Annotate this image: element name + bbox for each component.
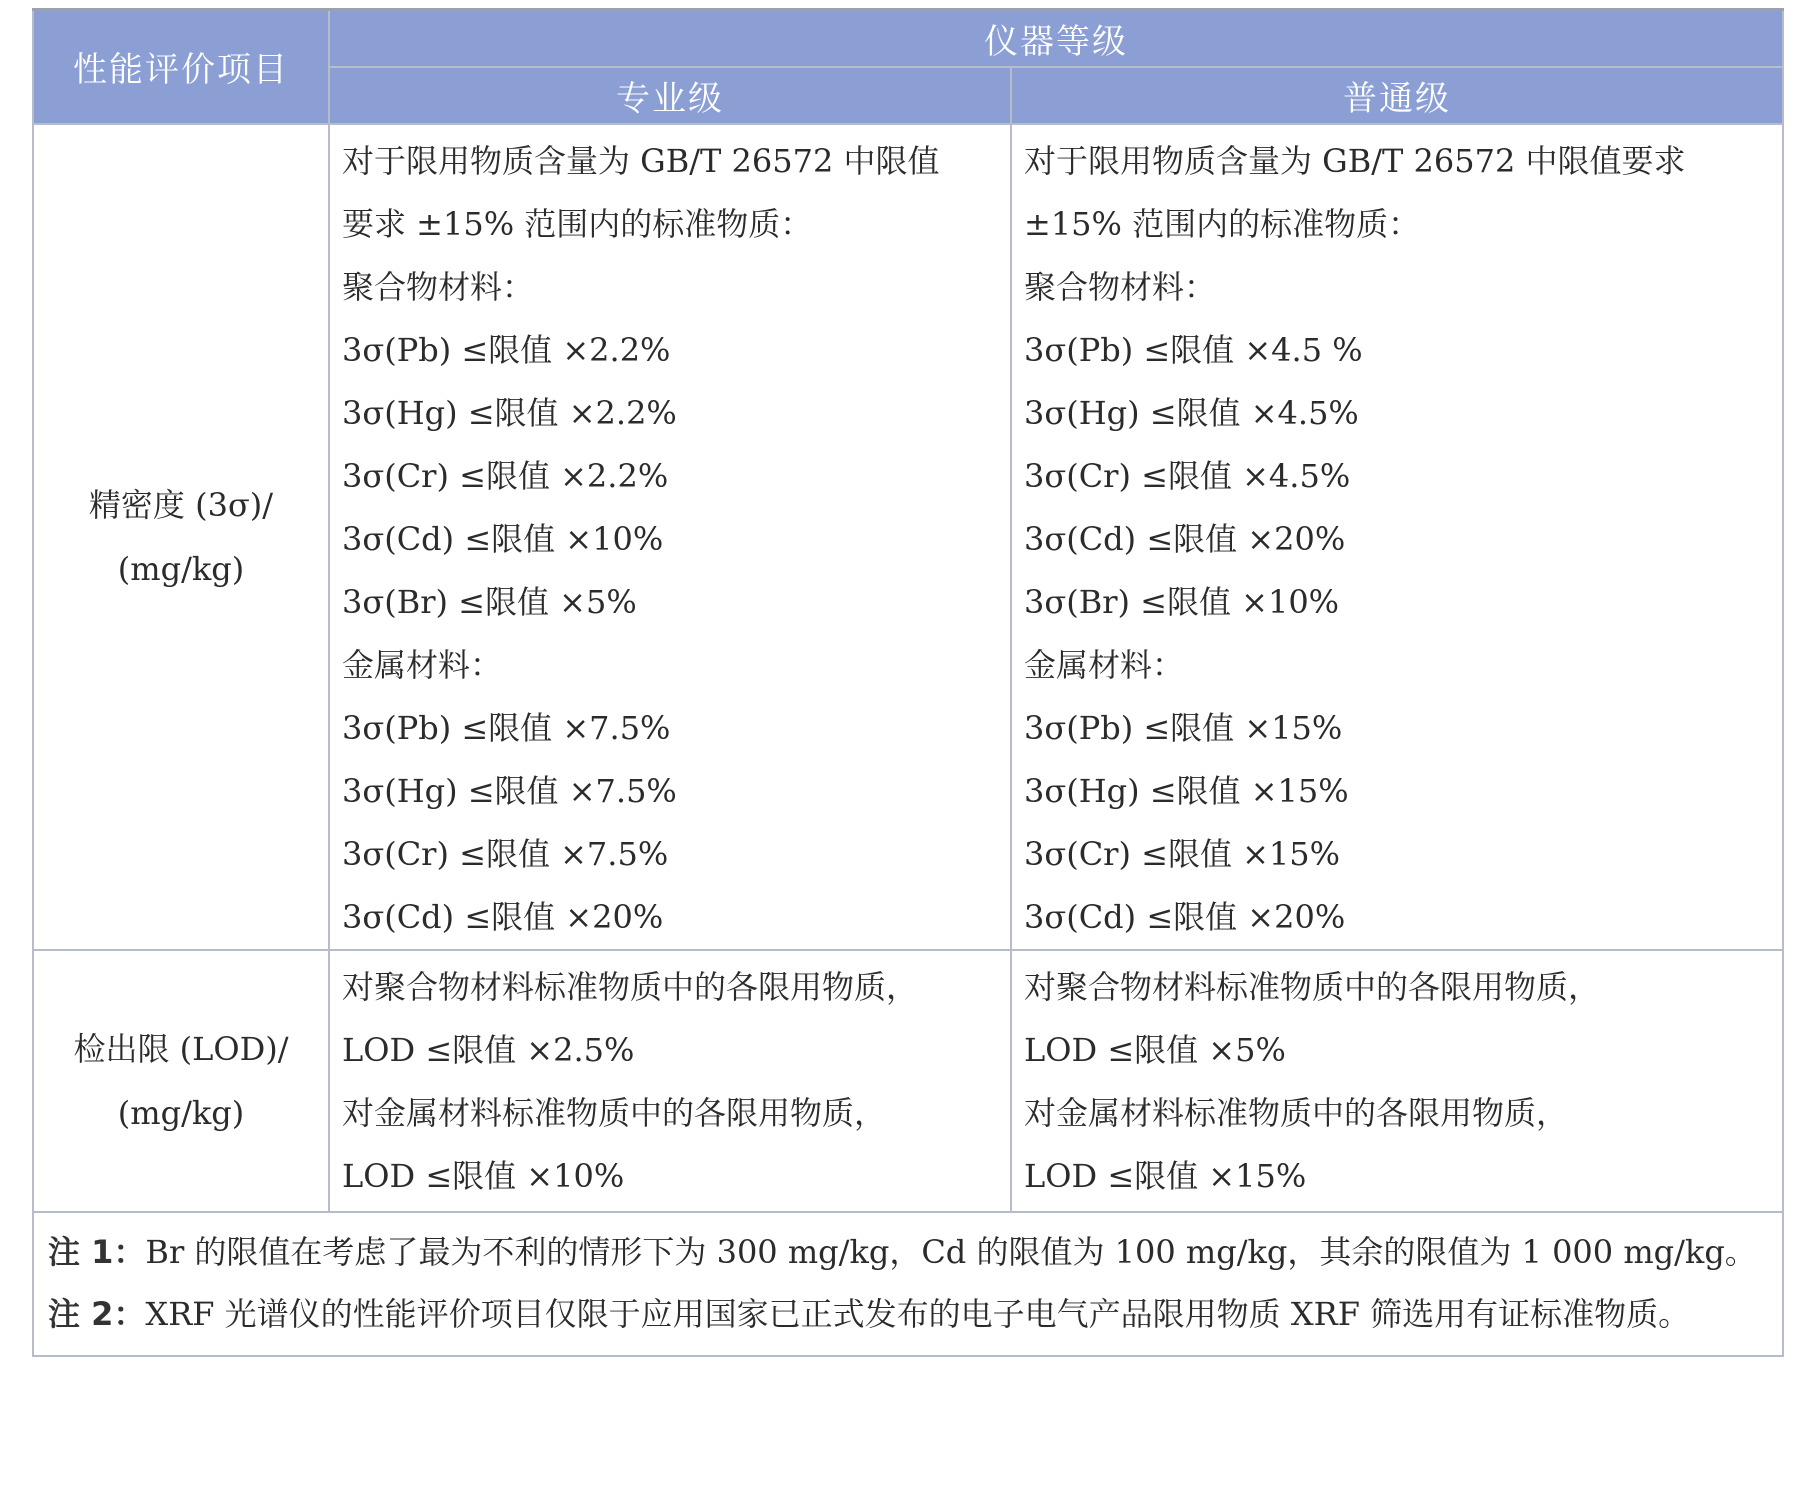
text-line: 金属材料： xyxy=(1024,645,1185,684)
text-line: 3σ(Br) ≤限值 ×10% xyxy=(1024,582,1340,621)
header-professional: 专业级 xyxy=(329,67,1011,124)
text-line: LOD ≤限值 ×2.5% xyxy=(342,1030,635,1069)
text-line: 要求 ±15% 范围内的标准物质： xyxy=(342,204,813,243)
text-line: 3σ(Hg) ≤限值 ×2.2% xyxy=(342,393,677,432)
note-2-label: 注 2： xyxy=(48,1294,146,1333)
text-line: 聚合物材料： xyxy=(342,267,535,306)
text-line: 对金属材料标准物质中的各限用物质， xyxy=(1024,1093,1569,1132)
note-2 xyxy=(48,1283,1768,1345)
header-item: 性能评价项目 xyxy=(33,10,329,124)
lod-label-line2: (mg/kg) xyxy=(117,1093,245,1132)
row-lod xyxy=(33,950,1783,1212)
text-line: 3σ(Hg) ≤限值 ×7.5% xyxy=(342,771,677,810)
text-line: ±15% 范围内的标准物质： xyxy=(1024,204,1421,243)
text-line: 3σ(Hg) ≤限值 ×4.5% xyxy=(1024,393,1359,432)
precision-label-line2: (mg/kg) xyxy=(117,549,245,588)
text-line: LOD ≤限值 ×5% xyxy=(1024,1030,1286,1069)
text-line: 对聚合物材料标准物质中的各限用物质， xyxy=(1024,967,1601,1006)
precision-ordinary xyxy=(1011,124,1783,950)
text-line: 对聚合物材料标准物质中的各限用物质， xyxy=(342,967,919,1006)
text-line: 金属材料： xyxy=(342,645,503,684)
lod-ordinary xyxy=(1011,950,1783,1212)
notes xyxy=(33,1212,1783,1356)
row-notes xyxy=(33,1212,1783,1356)
note-2-text: XRF 光谱仪的性能评价项目仅限于应用国家已正式发布的电子电气产品限用物质 XRF 筛选用有证标准物质。 xyxy=(145,1294,1691,1333)
text-line: 对于限用物质含量为 GB/T 26572 中限值要求 xyxy=(1024,141,1686,180)
text-line: 3σ(Pb) ≤限值 ×2.2% xyxy=(342,330,671,369)
text-line: 3σ(Cd) ≤限值 ×20% xyxy=(1024,897,1346,936)
precision-professional xyxy=(329,124,1011,950)
lod-label xyxy=(33,950,329,1212)
precision-label xyxy=(33,124,329,950)
text-line: 3σ(Pb) ≤限值 ×15% xyxy=(1024,708,1343,747)
lod-label-line1: 检出限 (LOD)/ xyxy=(73,1029,289,1068)
text-line: 3σ(Cd) ≤限值 ×20% xyxy=(342,897,664,936)
row-precision xyxy=(33,124,1783,950)
lod-professional xyxy=(329,950,1011,1212)
text-line: 对金属材料标准物质中的各限用物质， xyxy=(342,1093,887,1132)
note-1 xyxy=(48,1221,1768,1283)
text-line: 3σ(Cr) ≤限值 ×15% xyxy=(1024,834,1341,873)
note-1-label: 注 1： xyxy=(48,1232,146,1271)
text-line: LOD ≤限值 ×10% xyxy=(342,1156,625,1195)
performance-table xyxy=(32,8,1784,1357)
text-line: 3σ(Cd) ≤限值 ×10% xyxy=(342,519,664,558)
text-line: 聚合物材料： xyxy=(1024,267,1217,306)
note-1-text: Br 的限值在考虑了最为不利的情形下为 300 mg/kg，Cd 的限值为 100 mg/kg，其余的限值为 1 000 mg/kg。 xyxy=(145,1232,1757,1271)
text-line: 对于限用物质含量为 GB/T 26572 中限值 xyxy=(342,141,940,180)
text-line: 3σ(Pb) ≤限值 ×4.5 % xyxy=(1024,330,1363,369)
text-line: 3σ(Cr) ≤限值 ×7.5% xyxy=(342,834,669,873)
header-row-1 xyxy=(33,10,1783,67)
text-line: 3σ(Hg) ≤限值 ×15% xyxy=(1024,771,1349,810)
header-grade: 仪器等级 xyxy=(329,10,1783,67)
text-line: 3σ(Cr) ≤限值 ×4.5% xyxy=(1024,456,1351,495)
text-line: 3σ(Pb) ≤限值 ×7.5% xyxy=(342,708,671,747)
precision-label-line1: 精密度 (3σ)/ xyxy=(88,485,274,524)
text-line: 3σ(Cd) ≤限值 ×20% xyxy=(1024,519,1346,558)
text-line: 3σ(Br) ≤限值 ×5% xyxy=(342,582,637,621)
text-line: LOD ≤限值 ×15% xyxy=(1024,1156,1307,1195)
header-ordinary: 普通级 xyxy=(1011,67,1783,124)
text-line: 3σ(Cr) ≤限值 ×2.2% xyxy=(342,456,669,495)
